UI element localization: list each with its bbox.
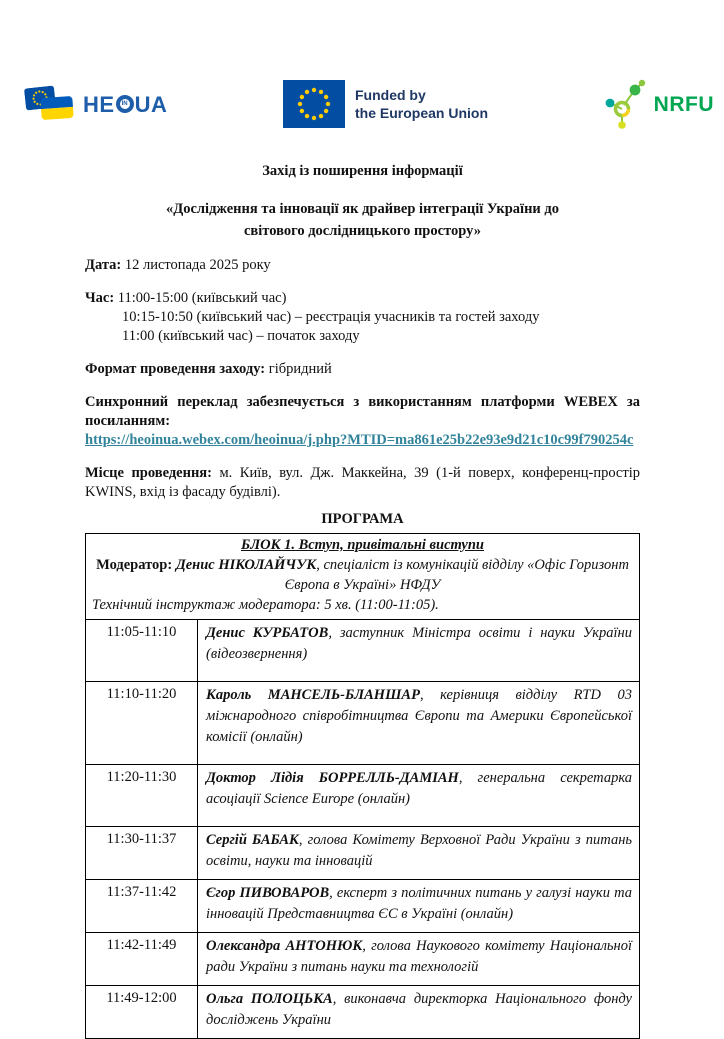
time-cell: 11:37-11:42 <box>86 880 198 933</box>
event-title-line2: світового дослідницького простору» <box>244 223 481 239</box>
speaker-desc: , генеральна секретарка асоціації Science Europe (онлайн) <box>206 770 632 807</box>
program-table <box>85 533 640 1039</box>
speaker-name: Ольга ПОЛОЦЬКА <box>206 991 333 1007</box>
moderator-line <box>92 555 633 595</box>
block1-header-cell <box>86 534 640 620</box>
heo-text-he: HE <box>83 91 115 117</box>
interpretation-note <box>85 393 640 450</box>
time-cell: 11:20-11:30 <box>86 765 198 827</box>
interpretation-text: Синхронний переклад забезпечується з використанням платформи WEBEX за посиланням: <box>85 394 640 429</box>
speaker-name: Кароль МАНСЕЛЬ-БЛАНШАР <box>206 687 420 703</box>
speaker-cell <box>198 682 640 765</box>
speaker-cell <box>198 933 640 986</box>
table-row <box>86 682 640 765</box>
time-cell: 11:49-12:00 <box>86 986 198 1039</box>
time-line1 <box>85 289 640 308</box>
table-row <box>86 765 640 827</box>
date-value: 12 листопада 2025 року <box>121 257 271 273</box>
moderator-desc: , спеціаліст із комунікацій відділу «Офіс Горизонт Європа в Україні» НФДУ <box>284 557 629 593</box>
table-row <box>86 986 640 1039</box>
table-row <box>86 880 640 933</box>
speaker-desc: , заступник Міністра освіти і науки України (відеозвернення) <box>206 625 632 662</box>
eu-funding-line2: the European Union <box>355 105 488 121</box>
venue-value: м. Київ, вул. Дж. Маккейна, 39 (1-й поверх, конференц-простір KWINS, вхід із фасаду будівлі). <box>85 465 640 500</box>
nrfu-logo-text: NRFU <box>653 92 714 116</box>
tech-note: Технічний інструктаж модератора: 5 хв. (11:00-11:05). <box>92 597 439 613</box>
speaker-name: Доктор Лідія БОРРЕЛЛЬ-ДАМІАН <box>206 770 459 786</box>
time-line3: 11:00 (київський час) – початок заходу <box>122 328 360 344</box>
eu-funding-logo <box>283 80 488 128</box>
nrfu-molecule-icon <box>604 79 648 129</box>
speaker-desc: , експерт з політичних питань у галузі науки та інновацій Представництва ЄС в Україні (онлайн) <box>206 885 632 922</box>
program-heading: ПРОГРАМА <box>321 511 404 527</box>
time-cell: 11:10-11:20 <box>86 682 198 765</box>
speaker-cell <box>198 986 640 1039</box>
format-label: Формат проведення заходу: <box>85 361 266 377</box>
heo-o-ring <box>116 95 134 113</box>
time-line2: 10:15-10:50 (київський час) – реєстрація учасників та гостей заходу <box>122 309 540 325</box>
time-cell: 11:05-11:10 <box>86 620 198 682</box>
moderator-label: Модератор: <box>96 557 176 573</box>
date-row <box>85 256 640 275</box>
table-row <box>86 933 640 986</box>
block1-title: БЛОК 1. Вступ, привітальні виступи <box>240 537 484 553</box>
table-row <box>86 620 640 682</box>
heo-text-in: IN <box>121 100 128 107</box>
speaker-name: Денис КУРБАТОВ <box>206 625 329 641</box>
eu-funding-text <box>355 86 488 122</box>
heo-text-ua: UA <box>134 91 168 117</box>
speaker-cell <box>198 827 640 880</box>
speaker-cell <box>198 880 640 933</box>
time-cell: 11:30-11:37 <box>86 827 198 880</box>
table-row <box>86 827 640 880</box>
venue-row <box>85 464 640 502</box>
heo-logo-text <box>83 91 168 117</box>
format-row <box>85 360 640 379</box>
time-value1: 11:00-15:00 (київський час) <box>114 290 287 306</box>
speaker-cell <box>198 620 640 682</box>
format-value: гібридний <box>265 361 332 377</box>
heo-in-ua-logo <box>25 83 167 125</box>
block1-header-row <box>86 534 640 620</box>
time-label: Час: <box>85 290 115 306</box>
eu-funding-line1: Funded by <box>355 87 426 103</box>
venue-label: Місце проведення: <box>85 465 212 481</box>
speaker-name: Єгор ПИВОВАРОВ <box>206 885 330 901</box>
speaker-desc: , виконавча директорка Національного фонду досліджень України <box>206 991 632 1028</box>
time-cell: 11:42-11:49 <box>86 933 198 986</box>
time-row <box>85 289 640 346</box>
event-title <box>85 198 640 242</box>
webex-link[interactable]: https://heoinua.webex.com/heoinua/j.php?MTID=ma861e25b22e93e9d21c10c99f790254c <box>85 432 634 448</box>
date-label: Дата: <box>85 257 122 273</box>
speaker-name: Сергій БАБАК <box>206 832 299 848</box>
document-content <box>0 162 724 1039</box>
event-title-line1: «Дослідження та інновації як драйвер інтеграції України до <box>166 201 559 217</box>
heo-flags <box>25 83 77 125</box>
ua-flag-icon <box>40 96 73 120</box>
header-logos <box>0 0 724 130</box>
nrfu-logo <box>604 79 714 129</box>
speaker-cell <box>198 765 640 827</box>
moderator-name: Денис НІКОЛАЙЧУК <box>175 557 317 573</box>
speaker-desc: , голова Комітету Верховної Ради України з питань освіти, науки та інновацій <box>206 832 632 869</box>
event-type-heading: Захід із поширення інформації <box>262 163 463 179</box>
speaker-desc: , керівниця відділу RTD 03 міжнародного співробітництва Європи та Америки Європейської комісії (онлайн) <box>206 687 632 745</box>
speaker-desc: , голова Наукового комітету Національної ради України з питань науки та технологій <box>206 938 632 975</box>
speaker-name: Олександра АНТОНЮК <box>206 938 363 954</box>
eu-flag-icon <box>283 80 345 128</box>
